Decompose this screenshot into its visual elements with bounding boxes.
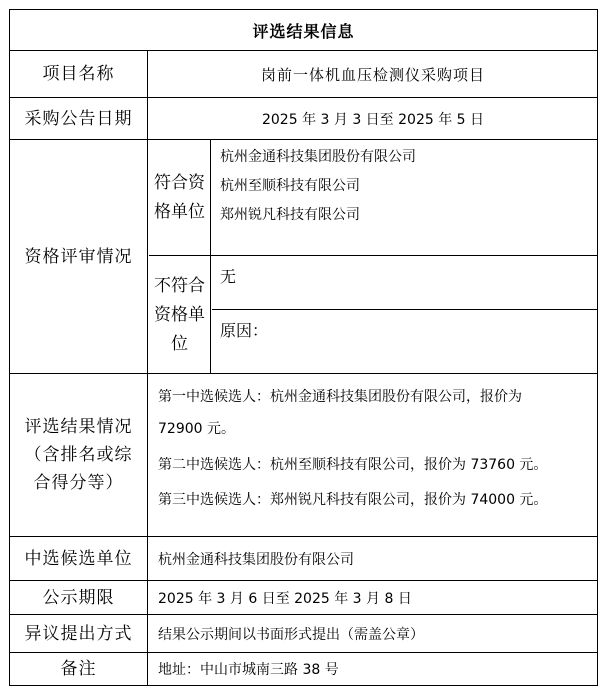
row-announcement [10, 98, 597, 140]
results-label: 评选结果情况（含排名或综合得分等） [10, 374, 148, 536]
project-value: 岗前一体机血压检测仪采购项目 [260, 65, 485, 84]
result-first-line1: 第一中选候选人：杭州金通科技集团股份有限公司，报价为 [158, 389, 522, 405]
unqualified-label: 不符合资格单位 [149, 256, 211, 374]
announcement-value: 2025 年 3 月 3 日至 2025 年 5 日 [261, 111, 485, 128]
row-qualification [10, 140, 597, 374]
qualified-list [212, 140, 597, 255]
unqualified-content [212, 256, 597, 374]
row-project [10, 51, 597, 98]
objection-value: 结果公示期间以书面形式提出（需盖公章） [158, 626, 424, 643]
qualified-company: 杭州至顺科技有限公司 [220, 178, 360, 194]
qualified-company: 郑州锐凡科技有限公司 [220, 207, 360, 223]
winner-value: 杭州金通科技集团股份有限公司 [158, 551, 354, 568]
announcement-label: 采购公告日期 [10, 98, 148, 139]
row-results [10, 374, 597, 537]
row-publicity [10, 581, 597, 615]
result-second: 第二中选候选人：杭州至顺科技有限公司，报价为 73760 元。 [158, 457, 548, 473]
winner-label: 中选候选单位 [10, 537, 148, 580]
row-winner [10, 537, 597, 581]
project-label: 项目名称 [10, 51, 148, 97]
result-first-line2: 72900 元。 [158, 421, 235, 437]
objection-label: 异议提出方式 [10, 615, 148, 652]
qualified-company: 杭州金通科技集团股份有限公司 [220, 149, 416, 165]
publicity-value: 2025 年 3 月 6 日至 2025 年 3 月 8 日 [158, 590, 412, 607]
table-title-text: 评选结果信息 [252, 21, 355, 41]
row-objection [10, 615, 597, 653]
qualification-label: 资格评审情况 [10, 140, 148, 373]
result-table [9, 9, 598, 686]
unqualified-section [149, 256, 597, 374]
result-third: 第三中选候选人：郑州锐凡科技有限公司，报价为 74000 元。 [158, 492, 548, 508]
remarks-label: 备注 [10, 653, 148, 685]
reason-label: 原因： [220, 321, 269, 340]
row-remarks [10, 653, 597, 685]
publicity-label: 公示期限 [10, 581, 148, 614]
qualified-label: 符合资格单位 [149, 140, 211, 255]
qualified-section [149, 140, 597, 256]
unqualified-value: 无 [220, 267, 237, 286]
table-title [10, 10, 597, 51]
remarks-value: 地址：中山市城南三路 38 号 [158, 662, 339, 678]
reason-divider [212, 309, 597, 310]
